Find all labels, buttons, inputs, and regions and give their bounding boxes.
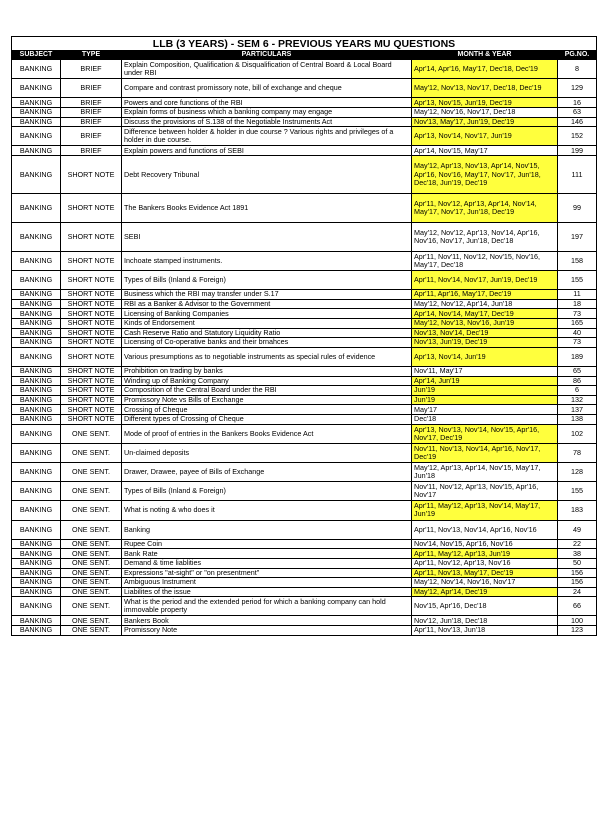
page-number-cell: 22 xyxy=(558,539,597,549)
page-number-cell: 199 xyxy=(558,146,597,156)
header-row xyxy=(12,51,597,60)
particulars-cell: Debt Recovery Tribunal xyxy=(122,155,412,193)
page-number-cell: 197 xyxy=(558,223,597,252)
table-row xyxy=(12,127,597,146)
subject-cell: BANKING xyxy=(12,482,61,501)
table-row xyxy=(12,155,597,193)
month-year-cell: Apr'11, Nov'14, Nov'17, Jun'19, Dec'19 xyxy=(412,271,558,290)
table-body xyxy=(12,60,597,636)
table-row xyxy=(12,558,597,568)
particulars-cell: Rupee Coin xyxy=(122,539,412,549)
type-cell: SHORT NOTE xyxy=(61,386,122,396)
month-year-cell: May'12, Nov'12, Apr'13, Nov'14, Apr'16, Nov'16, Nov'17, Jun'18, Dec'18 xyxy=(412,223,558,252)
month-year-cell: Jun'19 xyxy=(412,395,558,405)
table-row xyxy=(12,462,597,481)
particulars-cell: Discuss the provisions of S.138 of the Negotiable Instruments Act xyxy=(122,117,412,127)
type-cell: ONE SENT. xyxy=(61,587,122,597)
type-cell: SHORT NOTE xyxy=(61,405,122,415)
table-row xyxy=(12,79,597,98)
particulars-cell: Licensing of Banking Companies xyxy=(122,309,412,319)
particulars-cell: Explain forms of business which a banking company may engage xyxy=(122,107,412,117)
type-cell: BRIEF xyxy=(61,117,122,127)
table-row xyxy=(12,367,597,377)
table-row xyxy=(12,501,597,520)
table-row xyxy=(12,415,597,425)
table-row xyxy=(12,520,597,539)
subject-cell: BANKING xyxy=(12,98,61,108)
subject-cell: BANKING xyxy=(12,127,61,146)
table-row xyxy=(12,405,597,415)
page-number-cell: 165 xyxy=(558,319,597,329)
table-row xyxy=(12,223,597,252)
type-cell: ONE SENT. xyxy=(61,549,122,559)
table-row xyxy=(12,549,597,559)
table-row xyxy=(12,309,597,319)
subject-cell: BANKING xyxy=(12,568,61,578)
subject-cell: BANKING xyxy=(12,386,61,396)
page-number-cell: 156 xyxy=(558,568,597,578)
month-year-cell: Nov'11, May'17 xyxy=(412,367,558,377)
subject-cell: BANKING xyxy=(12,626,61,636)
page-number-cell: 49 xyxy=(558,520,597,539)
particulars-cell: What is noting & who does it xyxy=(122,501,412,520)
page-number-cell: 129 xyxy=(558,79,597,98)
subject-cell: BANKING xyxy=(12,424,61,443)
page-number-cell: 111 xyxy=(558,155,597,193)
month-year-cell: Apr'11, May'12, Apr'13, Jun'19 xyxy=(412,549,558,559)
page-number-cell: 78 xyxy=(558,443,597,462)
page-number-cell: 158 xyxy=(558,251,597,270)
month-year-cell: Apr'13, Nov'13, Nov'14, Nov'15, Apr'16, Nov'17, Dec'19 xyxy=(412,424,558,443)
particulars-cell: Ambiguous Instrument xyxy=(122,578,412,588)
table-row xyxy=(12,338,597,348)
page-number-cell: 189 xyxy=(558,347,597,366)
subject-cell: BANKING xyxy=(12,117,61,127)
type-cell: SHORT NOTE xyxy=(61,415,122,425)
page-number-cell: 132 xyxy=(558,395,597,405)
month-year-cell: Apr'11, Nov'12, Apr'13, Nov'16 xyxy=(412,558,558,568)
table-row xyxy=(12,319,597,329)
page-number-cell: 138 xyxy=(558,415,597,425)
particulars-cell: Bank Rate xyxy=(122,549,412,559)
type-cell: SHORT NOTE xyxy=(61,395,122,405)
subject-cell: BANKING xyxy=(12,223,61,252)
subject-cell: BANKING xyxy=(12,578,61,588)
particulars-cell: Different types of Crossing of Cheque xyxy=(122,415,412,425)
particulars-cell: Difference between holder & holder in due course ? Various rights and privileges of a holder in due course. xyxy=(122,127,412,146)
type-cell: ONE SENT. xyxy=(61,424,122,443)
table-row xyxy=(12,194,597,223)
type-cell: ONE SENT. xyxy=(61,616,122,626)
particulars-cell: RBI as a Banker & Advisor to the Government xyxy=(122,299,412,309)
month-year-cell: Apr'11, May'12, Apr'13, Nov'14, May'17, Jun'19 xyxy=(412,501,558,520)
particulars-cell: Promissory Note xyxy=(122,626,412,636)
table-row xyxy=(12,107,597,117)
page-number-cell: 18 xyxy=(558,299,597,309)
page-number-cell: 156 xyxy=(558,578,597,588)
table-row xyxy=(12,60,597,79)
type-cell: ONE SENT. xyxy=(61,578,122,588)
page-number-cell: 152 xyxy=(558,127,597,146)
subject-cell: BANKING xyxy=(12,155,61,193)
month-year-cell: Apr'14, Apr'16, May'17, Dec'18, Dec'19 xyxy=(412,60,558,79)
questions-table xyxy=(11,36,597,636)
month-year-cell: May'12, Nov'13, Nov'17, Dec'18, Dec'19 xyxy=(412,79,558,98)
particulars-cell: Promissory Note vs Bills of Exchange xyxy=(122,395,412,405)
subject-cell: BANKING xyxy=(12,616,61,626)
type-cell: BRIEF xyxy=(61,146,122,156)
subject-cell: BANKING xyxy=(12,415,61,425)
subject-cell: BANKING xyxy=(12,271,61,290)
subject-cell: BANKING xyxy=(12,462,61,481)
particulars-cell: Explain powers and functions of SEBI xyxy=(122,146,412,156)
type-cell: ONE SENT. xyxy=(61,558,122,568)
month-year-cell: Apr'11, Nov'13, Jun'18 xyxy=(412,626,558,636)
table-row xyxy=(12,539,597,549)
subject-cell: BANKING xyxy=(12,520,61,539)
month-year-cell: Nov'13, Nov'14, Dec'19 xyxy=(412,328,558,338)
month-year-cell: Apr'14, Jun'19 xyxy=(412,376,558,386)
month-year-cell: Apr'14, Nov'15, May'17 xyxy=(412,146,558,156)
page-number-cell: 65 xyxy=(558,367,597,377)
subject-cell: BANKING xyxy=(12,338,61,348)
particulars-cell: Compare and contrast promissory note, bill of exchange and cheque xyxy=(122,79,412,98)
particulars-cell: Types of Bills (Inland & Foreign) xyxy=(122,271,412,290)
subject-cell: BANKING xyxy=(12,558,61,568)
month-year-cell: Nov'15, Apr'16, Dec'18 xyxy=(412,597,558,616)
type-cell: SHORT NOTE xyxy=(61,290,122,300)
particulars-cell: SEBI xyxy=(122,223,412,252)
subject-cell: BANKING xyxy=(12,319,61,329)
table-row xyxy=(12,347,597,366)
page-number-cell: 128 xyxy=(558,462,597,481)
month-year-cell: Apr'13, Nov'14, Nov'17, Jun'19 xyxy=(412,127,558,146)
subject-cell: BANKING xyxy=(12,405,61,415)
table-row xyxy=(12,376,597,386)
type-cell: ONE SENT. xyxy=(61,462,122,481)
subject-cell: BANKING xyxy=(12,443,61,462)
type-cell: SHORT NOTE xyxy=(61,194,122,223)
particulars-cell: Various presumptions as to negotiable instruments as special rules of evidence xyxy=(122,347,412,366)
subject-cell: BANKING xyxy=(12,60,61,79)
type-cell: ONE SENT. xyxy=(61,597,122,616)
month-year-cell: May'12, Nov'16, Nov'17, Dec'18 xyxy=(412,107,558,117)
type-cell: SHORT NOTE xyxy=(61,347,122,366)
subject-cell: BANKING xyxy=(12,290,61,300)
type-cell: SHORT NOTE xyxy=(61,319,122,329)
page-number-cell: 99 xyxy=(558,194,597,223)
page-number-cell: 38 xyxy=(558,549,597,559)
page-number-cell: 50 xyxy=(558,558,597,568)
type-cell: BRIEF xyxy=(61,79,122,98)
table-row xyxy=(12,443,597,462)
particulars-cell: Prohibition on trading by banks xyxy=(122,367,412,377)
particulars-cell: Composition of the Central Board under the RBI xyxy=(122,386,412,396)
month-year-cell: Apr'11, Nov'13, Nov'14, Apr'16, Nov'16 xyxy=(412,520,558,539)
month-year-cell: Nov'12, Jun'18, Dec'18 xyxy=(412,616,558,626)
type-cell: SHORT NOTE xyxy=(61,299,122,309)
month-year-cell: Apr'13, Nov'14, Jun'19 xyxy=(412,347,558,366)
type-cell: ONE SENT. xyxy=(61,539,122,549)
particulars-cell: Winding up of Banking Company xyxy=(122,376,412,386)
particulars-cell: Licensing of Co-operative banks and their brnahces xyxy=(122,338,412,348)
page-number-cell: 102 xyxy=(558,424,597,443)
page-number-cell: 11 xyxy=(558,290,597,300)
subject-cell: BANKING xyxy=(12,146,61,156)
subject-cell: BANKING xyxy=(12,107,61,117)
month-year-cell: May'12, Apr'13, Nov'13, Apr'14, Nov'15, Apr'16, Nov'16, May'17, Nov'17, Jun'18, Dec'18, Jun'19, Dec'19 xyxy=(412,155,558,193)
particulars-cell: Inchoate stamped instruments. xyxy=(122,251,412,270)
particulars-cell: Powers and core functions of the RBI xyxy=(122,98,412,108)
month-year-cell: Apr'11, Nov'13, May'17, Dec'19 xyxy=(412,568,558,578)
column-header-particulars: PARTICULARS xyxy=(122,51,412,60)
table-row xyxy=(12,395,597,405)
type-cell: ONE SENT. xyxy=(61,482,122,501)
month-year-cell: May'12, Nov'13, Nov'16, Jun'19 xyxy=(412,319,558,329)
particulars-cell: Explain Composition, Qualification & Disqualification of Central Board & Local Board under RBI xyxy=(122,60,412,79)
table-row xyxy=(12,290,597,300)
month-year-cell: Jun'19 xyxy=(412,386,558,396)
page-number-cell: 123 xyxy=(558,626,597,636)
particulars-cell: Bankers Book xyxy=(122,616,412,626)
month-year-cell: Apr'14, Nov'14, May'17, Dec'19 xyxy=(412,309,558,319)
type-cell: BRIEF xyxy=(61,107,122,117)
particulars-cell: Demand & time liablities xyxy=(122,558,412,568)
subject-cell: BANKING xyxy=(12,539,61,549)
subject-cell: BANKING xyxy=(12,376,61,386)
page-number-cell: 66 xyxy=(558,597,597,616)
month-year-cell: Apr'11, Nov'11, Nov'12, Nov'15, Nov'16, May'17, Dec'18 xyxy=(412,251,558,270)
particulars-cell: Drawer, Drawee, payee of Bills of Exchange xyxy=(122,462,412,481)
page-number-cell: 155 xyxy=(558,271,597,290)
type-cell: BRIEF xyxy=(61,60,122,79)
subject-cell: BANKING xyxy=(12,328,61,338)
table-row xyxy=(12,424,597,443)
table-row xyxy=(12,386,597,396)
type-cell: SHORT NOTE xyxy=(61,328,122,338)
page-number-cell: 16 xyxy=(558,98,597,108)
type-cell: ONE SENT. xyxy=(61,626,122,636)
page-number-cell: 24 xyxy=(558,587,597,597)
particulars-cell: What is the period and the extended period for which a banking company can hold immovable property xyxy=(122,597,412,616)
table-row xyxy=(12,587,597,597)
month-year-cell: May'12, Nov'14, Nov'16, Nov'17 xyxy=(412,578,558,588)
subject-cell: BANKING xyxy=(12,251,61,270)
page-number-cell: 63 xyxy=(558,107,597,117)
type-cell: SHORT NOTE xyxy=(61,271,122,290)
type-cell: ONE SENT. xyxy=(61,520,122,539)
month-year-cell: Apr'11, Apr'16, May'17, Dec'19 xyxy=(412,290,558,300)
subject-cell: BANKING xyxy=(12,597,61,616)
month-year-cell: Nov'14, Nov'15, Apr'16, Nov'16 xyxy=(412,539,558,549)
particulars-cell: Mode of proof of entries in the Bankers Books Evidence Act xyxy=(122,424,412,443)
type-cell: BRIEF xyxy=(61,98,122,108)
table-row xyxy=(12,146,597,156)
page-number-cell: 8 xyxy=(558,60,597,79)
table-row xyxy=(12,299,597,309)
page-number-cell: 40 xyxy=(558,328,597,338)
type-cell: SHORT NOTE xyxy=(61,251,122,270)
subject-cell: BANKING xyxy=(12,367,61,377)
table-row xyxy=(12,328,597,338)
table-row xyxy=(12,271,597,290)
page-number-cell: 73 xyxy=(558,338,597,348)
page-number-cell: 155 xyxy=(558,482,597,501)
month-year-cell: Apr'11, Nov'12, Apr'13, Apr'14, Nov'14, May'17, Nov'17, Jun'18, Dec'19 xyxy=(412,194,558,223)
table-row xyxy=(12,482,597,501)
column-header-page-number: PG.NO. xyxy=(558,51,597,60)
subject-cell: BANKING xyxy=(12,347,61,366)
column-header-type: TYPE xyxy=(61,51,122,60)
type-cell: ONE SENT. xyxy=(61,501,122,520)
type-cell: SHORT NOTE xyxy=(61,376,122,386)
subject-cell: BANKING xyxy=(12,194,61,223)
month-year-cell: Nov'13, Jun'19, Dec'19 xyxy=(412,338,558,348)
subject-cell: BANKING xyxy=(12,299,61,309)
subject-cell: BANKING xyxy=(12,309,61,319)
particulars-cell: Banking xyxy=(122,520,412,539)
column-header-month-year: MONTH & YEAR xyxy=(412,51,558,60)
type-cell: BRIEF xyxy=(61,127,122,146)
month-year-cell: May'12, Apr'13, Apr'14, Nov'15, May'17, Jun'18 xyxy=(412,462,558,481)
column-header-subject: SUBJECT xyxy=(12,51,61,60)
month-year-cell: Nov'13, May'17, Jun'19, Dec'19 xyxy=(412,117,558,127)
month-year-cell: May'12, Apr'14, Dec'19 xyxy=(412,587,558,597)
subject-cell: BANKING xyxy=(12,587,61,597)
table-row xyxy=(12,578,597,588)
particulars-cell: Crossing of Cheque xyxy=(122,405,412,415)
month-year-cell: Dec'18 xyxy=(412,415,558,425)
particulars-cell: Un-claimed deposits xyxy=(122,443,412,462)
table-row xyxy=(12,98,597,108)
table-row xyxy=(12,117,597,127)
page-number-cell: 100 xyxy=(558,616,597,626)
type-cell: SHORT NOTE xyxy=(61,338,122,348)
table-row xyxy=(12,251,597,270)
type-cell: SHORT NOTE xyxy=(61,223,122,252)
month-year-cell: May'12, Nov'12, Apr'14, Jun'18 xyxy=(412,299,558,309)
subject-cell: BANKING xyxy=(12,501,61,520)
page-number-cell: 146 xyxy=(558,117,597,127)
particulars-cell: The Bankers Books Evidence Act 1891 xyxy=(122,194,412,223)
particulars-cell: Kinds of Endorsement xyxy=(122,319,412,329)
type-cell: SHORT NOTE xyxy=(61,367,122,377)
subject-cell: BANKING xyxy=(12,79,61,98)
particulars-cell: Liabilites of the issue xyxy=(122,587,412,597)
particulars-cell: Expressions "at-sight" or "on presentment" xyxy=(122,568,412,578)
particulars-cell: Cash Reserve Ratio and Statutory Liquidity Ratio xyxy=(122,328,412,338)
page-number-cell: 73 xyxy=(558,309,597,319)
table-row xyxy=(12,568,597,578)
subject-cell: BANKING xyxy=(12,395,61,405)
particulars-cell: Types of Bills (Inland & Foreign) xyxy=(122,482,412,501)
month-year-cell: Apr'13, Nov'15, Jun'19, Dec'19 xyxy=(412,98,558,108)
table-row xyxy=(12,616,597,626)
particulars-cell: Business which the RBI may transfer under S.17 xyxy=(122,290,412,300)
type-cell: ONE SENT. xyxy=(61,568,122,578)
month-year-cell: Nov'11, Nov'13, Nov'14, Apr'16, Nov'17, Dec'19 xyxy=(412,443,558,462)
month-year-cell: May'17 xyxy=(412,405,558,415)
table-row xyxy=(12,626,597,636)
table-row xyxy=(12,597,597,616)
type-cell: SHORT NOTE xyxy=(61,309,122,319)
subject-cell: BANKING xyxy=(12,549,61,559)
page-number-cell: 183 xyxy=(558,501,597,520)
page-title: LLB (3 YEARS) - SEM 6 - PREVIOUS YEARS MU QUESTIONS xyxy=(12,37,597,51)
month-year-cell: Nov'11, Nov'12, Apr'13, Nov'15, Apr'16, Nov'17 xyxy=(412,482,558,501)
page-number-cell: 137 xyxy=(558,405,597,415)
type-cell: ONE SENT. xyxy=(61,443,122,462)
type-cell: SHORT NOTE xyxy=(61,155,122,193)
page-number-cell: 6 xyxy=(558,386,597,396)
page-number-cell: 86 xyxy=(558,376,597,386)
